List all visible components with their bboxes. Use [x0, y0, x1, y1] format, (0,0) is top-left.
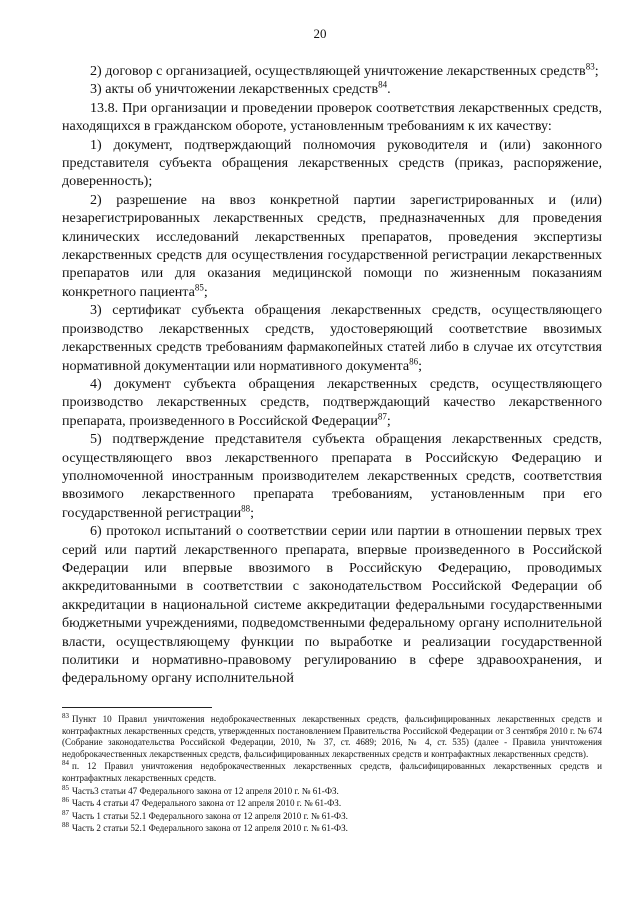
- footnote-mark: 88: [62, 821, 69, 830]
- footnote-mark: 86: [62, 796, 69, 805]
- footnote-ref[interactable]: 87: [377, 411, 387, 422]
- footnote: $^{88}$ Часть 2 статьи 52.1 Федерального закона от 12 апреля 2010 г. № 61-ФЗ.: [62, 821, 348, 834]
- paragraph: 3) сертификат субъекта обращения лекарственных средств, осуществляющего производство лекарственных средств, удостоверяющий соответствие ввозимых лекарственных средств требованиям фармакопейных статей либо в случае их отсутствия нормативной документации или нормативного документа$^{86}$;: [62, 302, 602, 374]
- paragraph: 4) документ субъекта обращения лекарственных средств, осуществляющего производство лекарственных средств, подтверждающий качество лекарственного препарата, произведенного в Российской Федерации$^{87}$;: [62, 375, 602, 429]
- paragraph: 2) договор с организацией, осуществляющей уничтожение лекарственных средств$^{83}$;: [90, 61, 599, 79]
- body-text: [62, 62, 602, 688]
- paragraph: 3) акты об уничтожении лекарственных средств$^{84}$.: [90, 79, 391, 98]
- paragraph: 6) протокол испытаний о соответствии серии или партии в отношении первых трех серий или партий лекарственного препарата, впервые произведенного в Российской Федерации или впервые ввозимого в Российскую Федерацию, проводимых аккредитованными в соответствии с законодательством Российской Федерации об аккредитации в национальной системе аккредитации федеральными государственными бюджетными учреждениями, подведомственными федеральному органу исполнительной власти, осуществляющему функции по выработке и реализации государственной политики и нормативно-правовому регулированию в сфере здравоохранения, и федеральному органу исполнительной: [62, 523, 602, 687]
- footnote-mark: 87: [62, 808, 69, 817]
- paragraph: 2) разрешение на ввоз конкретной партии зарегистрированных и (или) незарегистрированных лекарственных средств, предназначенных для проведения клинических исследований лекарственных препаратов, проведения экспертизы лекарственных средств для осуществления государственной регистрации лекарственных препаратов или для оказания медицинской помощи по жизненным показаниям конкретного пациента$^{85}$;: [62, 191, 602, 300]
- footnote-divider: [62, 707, 212, 708]
- footnote: $^{85}$ Часть3 статьи 47 Федерального закона от 12 апреля 2010 г. № 61-ФЗ.: [62, 783, 339, 796]
- footnote-ref[interactable]: 85: [194, 282, 204, 293]
- footnote: $^{83}$ Пункт 10 Правил уничтожения недоброкачественных лекарственных средств, фальсифицированных лекарственных средств и контрафактных лекарственных средств, утвержденных постановлением Правительства Российской Федерации от 3 сентября 2010 г. № 674 (Собрание законодательства Российской Федерации, 2010, № 37, ст. 4689; 2016, № 4, ст. 535) (далее - Правила уничтожения недоброкачественных лекарственных средств, фальсифицированных лекарственных средств и контрафактных лекарственных средств).: [62, 711, 602, 759]
- footnote-mark: 83: [62, 711, 69, 720]
- footnote: $^{86}$ Часть 4 статьи 47 Федерального закона от 12 апреля 2010 г. № 61-ФЗ.: [62, 796, 342, 809]
- footnote: $^{84}$ п. 12 Правил уничтожения недоброкачественных лекарственных средств, фальсифицированных лекарственных средств и контрафактных лекарственных средств.: [62, 759, 602, 783]
- paragraph: 5) подтверждение представителя субъекта обращения лекарственных средств, осуществляющего ввоз лекарственного препарата в Российскую Федерацию и уполномоченной иностранным производителем лекарственных средств, соответствия ввозимого лекарственного препарата требованиям, установленным при его государственной регистрации$^{88}$;: [62, 431, 602, 521]
- page-number: 20: [313, 26, 327, 41]
- paragraph: 1) документ, подтверждающий полномочия руководителя и (или) законного представителя субъекта обращения лекарственных средств (приказ, распоряжение, доверенность);: [62, 136, 602, 190]
- footnotes: [62, 711, 602, 836]
- footnote-mark: 85: [62, 783, 69, 792]
- footnote: $^{87}$ Часть 1 статьи 52.1 Федерального закона от 12 апреля 2010 г. № 61-ФЗ.: [62, 808, 348, 821]
- paragraph: 13.8. При организации и проведении проверок соответствия лекарственных средств, находящихся в гражданском обороте, установленным требованиям к их качеству:: [62, 99, 602, 135]
- footnote-ref[interactable]: 86: [409, 355, 419, 366]
- footnote-ref[interactable]: 88: [241, 503, 251, 514]
- footnote-ref[interactable]: 83: [585, 61, 595, 72]
- footnote-ref[interactable]: 84: [378, 79, 388, 90]
- footnote-mark: 84: [62, 759, 69, 768]
